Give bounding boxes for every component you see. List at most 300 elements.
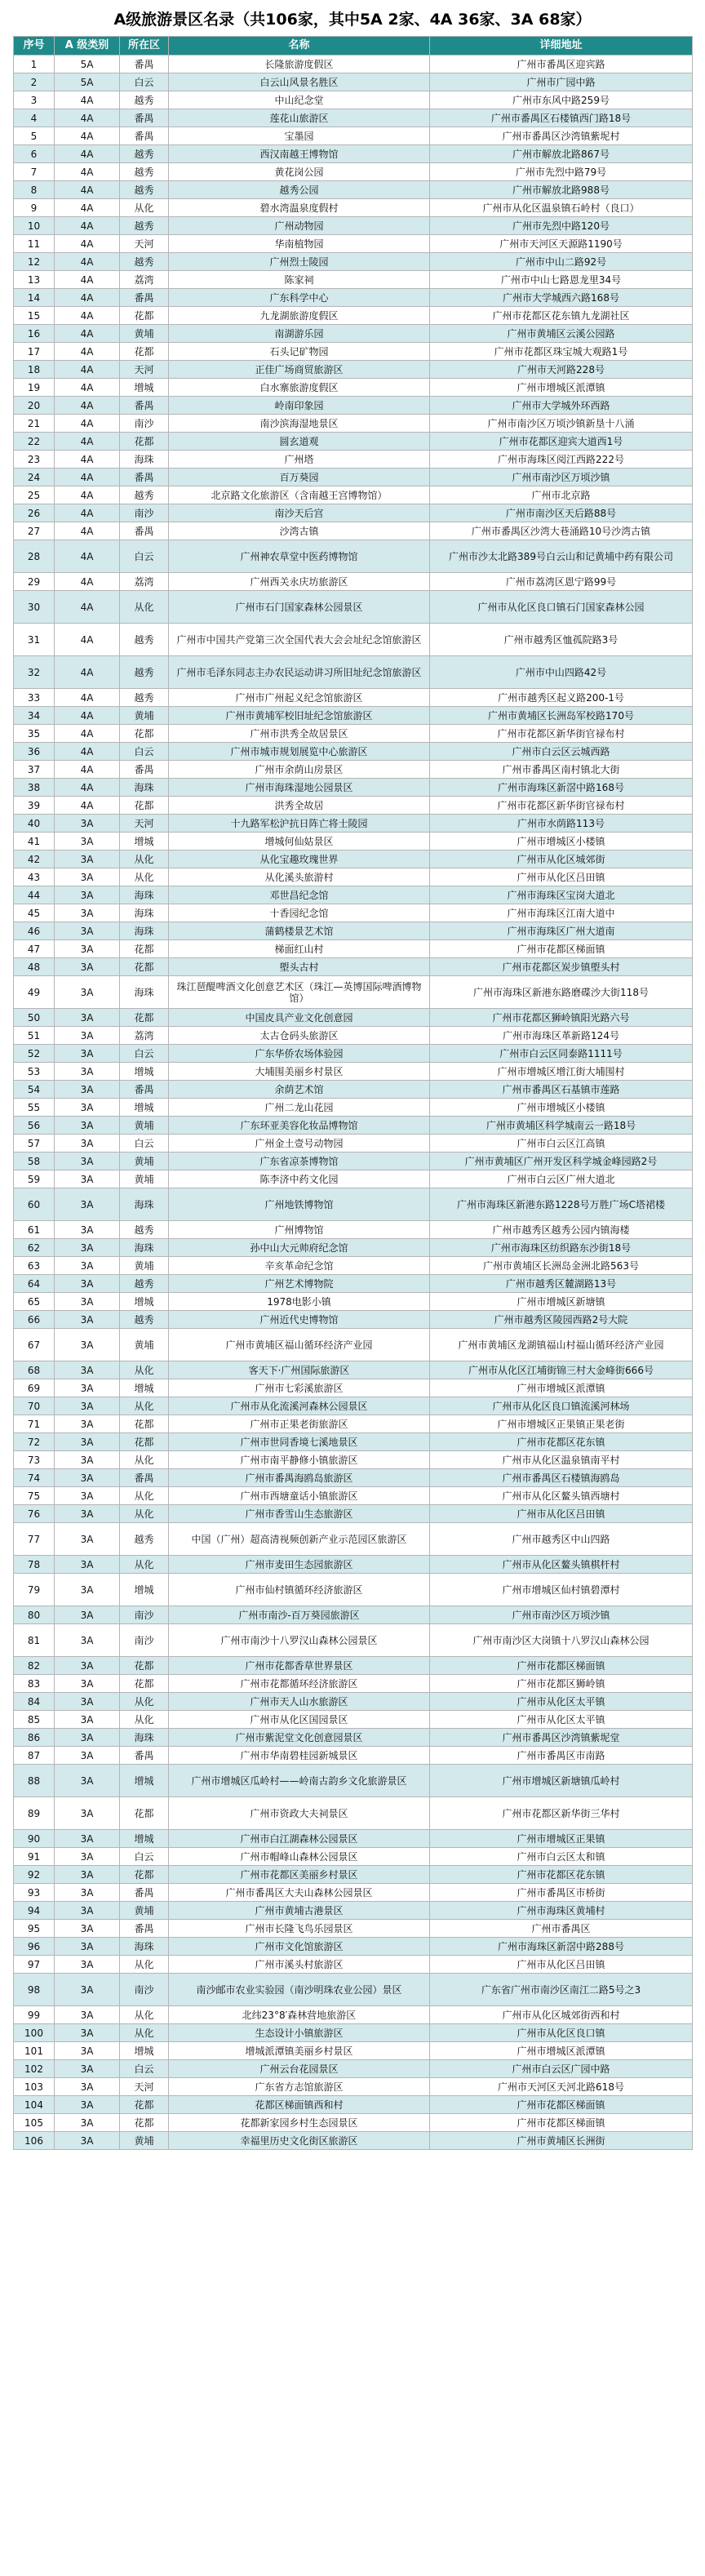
cell-address: 广州市中山四路42号 (430, 656, 693, 689)
cell-name: 广州市城市规划展览中心旅游区 (169, 743, 430, 761)
cell-index: 63 (14, 1257, 55, 1275)
cell-index: 15 (14, 307, 55, 325)
cell-name: 广州市黄埔古港景区 (169, 1902, 430, 1920)
cell-address: 广州市番禺区迎宾路 (430, 56, 693, 73)
table-row (14, 1974, 693, 2006)
cell-address: 广州市花都区花东镇九龙湖社区 (430, 307, 693, 325)
cell-grade: 3A (55, 2114, 120, 2132)
cell-grade: 5A (55, 56, 120, 73)
table-row (14, 922, 693, 940)
table-row (14, 656, 693, 689)
cell-district: 海珠 (120, 451, 169, 469)
cell-address: 广州市花都区花东镇 (430, 1866, 693, 1884)
table-row (14, 379, 693, 397)
table-row (14, 1956, 693, 1974)
cell-address: 广州市花都区炭步镇塱头村 (430, 958, 693, 976)
cell-index: 29 (14, 573, 55, 591)
cell-address: 广州市白云区广园中路 (430, 2060, 693, 2078)
cell-address: 广州市从化区吕田镇 (430, 1956, 693, 1974)
table-row (14, 1188, 693, 1221)
cell-district: 番禺 (120, 522, 169, 540)
cell-index: 86 (14, 1729, 55, 1747)
cell-index: 98 (14, 1974, 55, 2006)
cell-grade: 3A (55, 1117, 120, 1135)
cell-address: 广州市从化区良口镇 (430, 2024, 693, 2042)
cell-name: 白云山风景名胜区 (169, 73, 430, 91)
cell-address: 广州市从化区良口镇流溪河林场 (430, 1397, 693, 1415)
cell-district: 海珠 (120, 922, 169, 940)
cell-address: 广州市中山二路92号 (430, 253, 693, 271)
cell-address: 广州市天河路228号 (430, 361, 693, 379)
cell-district: 白云 (120, 743, 169, 761)
cell-district: 增城 (120, 1574, 169, 1606)
cell-district: 花都 (120, 343, 169, 361)
cell-name: 广州市仙村镇循环经济旅游区 (169, 1574, 430, 1606)
table-row (14, 2006, 693, 2024)
cell-grade: 4A (55, 707, 120, 725)
cell-address: 广州市黄埔区科学城南云一路18号 (430, 1117, 693, 1135)
cell-grade: 3A (55, 1574, 120, 1606)
scenic-spot-table (13, 36, 693, 2150)
cell-district: 黄埔 (120, 325, 169, 343)
cell-name: 广州烈士陵园 (169, 253, 430, 271)
cell-grade: 3A (55, 833, 120, 851)
table-row (14, 1009, 693, 1027)
cell-address: 广州市中山七路恩龙里34号 (430, 271, 693, 289)
table-row (14, 573, 693, 591)
cell-grade: 3A (55, 1797, 120, 1830)
cell-district: 花都 (120, 1433, 169, 1451)
cell-grade: 3A (55, 2132, 120, 2150)
cell-address: 广州市增城区小楼镇 (430, 833, 693, 851)
cell-address: 广州市花都区梯面镇 (430, 1657, 693, 1675)
cell-name: 南沙邮市农业实验园（南沙明珠农业公园）景区 (169, 1974, 430, 2006)
cell-district: 越秀 (120, 181, 169, 199)
cell-address: 广州市沙太北路389号白云山和记黄埔中药有限公司 (430, 540, 693, 573)
cell-index: 58 (14, 1153, 55, 1170)
table-row (14, 725, 693, 743)
cell-name: 余荫艺术馆 (169, 1081, 430, 1099)
cell-address: 广州市海珠区新港东路1228号万胜广场C塔裙楼 (430, 1188, 693, 1221)
cell-index: 38 (14, 779, 55, 797)
cell-grade: 3A (55, 1361, 120, 1379)
table-row (14, 1081, 693, 1099)
cell-index: 74 (14, 1469, 55, 1487)
table-row (14, 886, 693, 904)
cell-index: 12 (14, 253, 55, 271)
table-row (14, 1624, 693, 1657)
cell-name: 广州近代史博物馆 (169, 1311, 430, 1329)
cell-address: 广州市黄埔区长洲岛军校路170号 (430, 707, 693, 725)
cell-index: 7 (14, 163, 55, 181)
cell-district: 从化 (120, 1693, 169, 1711)
cell-district: 海珠 (120, 904, 169, 922)
cell-grade: 4A (55, 779, 120, 797)
cell-district: 从化 (120, 1956, 169, 1974)
table-row (14, 1729, 693, 1747)
cell-address: 广州市白云区太和镇 (430, 1848, 693, 1866)
cell-index: 104 (14, 2096, 55, 2114)
cell-address: 广州市越秀区越秀公园内镇海楼 (430, 1221, 693, 1239)
table-row (14, 522, 693, 540)
cell-address: 广州市黄埔区云溪公园路 (430, 325, 693, 343)
cell-district: 从化 (120, 1451, 169, 1469)
cell-name: 中国（广州）超高清视频创新产业示范园区旅游区 (169, 1523, 430, 1556)
cell-grade: 3A (55, 1433, 120, 1451)
table-row (14, 1505, 693, 1523)
header-index: 序号 (14, 37, 55, 56)
cell-address: 广州市从化区温泉镇石岭村（良口） (430, 199, 693, 217)
cell-index: 46 (14, 922, 55, 940)
cell-address: 广州市解放北路867号 (430, 145, 693, 163)
cell-district: 番禺 (120, 1920, 169, 1938)
cell-name: 广州市南沙十八罗汉山森林公园景区 (169, 1624, 430, 1657)
cell-index: 84 (14, 1693, 55, 1711)
cell-address: 广州市南沙区天后路88号 (430, 504, 693, 522)
cell-address: 广州市越秀区陵园西路2号大院 (430, 1311, 693, 1329)
cell-name: 广州塔 (169, 451, 430, 469)
cell-index: 57 (14, 1135, 55, 1153)
cell-index: 67 (14, 1329, 55, 1361)
cell-address: 广州市南沙区万顷沙镇新垦十八涌 (430, 415, 693, 433)
table-row (14, 1117, 693, 1135)
cell-grade: 4A (55, 109, 120, 127)
cell-grade: 3A (55, 1956, 120, 1974)
cell-index: 55 (14, 1099, 55, 1117)
cell-index: 93 (14, 1884, 55, 1902)
cell-address: 广州市番禺区 (430, 1920, 693, 1938)
table-row (14, 904, 693, 922)
table-row (14, 1293, 693, 1311)
cell-name: 广州市南平静修小镇旅游区 (169, 1451, 430, 1469)
cell-index: 92 (14, 1866, 55, 1884)
cell-index: 48 (14, 958, 55, 976)
cell-address: 广州市增城区正果镇正果老街 (430, 1415, 693, 1433)
cell-grade: 3A (55, 958, 120, 976)
table-row (14, 1433, 693, 1451)
cell-district: 花都 (120, 958, 169, 976)
cell-district: 天河 (120, 815, 169, 833)
cell-district: 黄埔 (120, 1153, 169, 1170)
cell-grade: 3A (55, 1311, 120, 1329)
cell-district: 海珠 (120, 779, 169, 797)
cell-index: 91 (14, 1848, 55, 1866)
cell-address: 广州市解放北路988号 (430, 181, 693, 199)
cell-index: 24 (14, 469, 55, 486)
cell-grade: 3A (55, 2006, 120, 2024)
cell-index: 19 (14, 379, 55, 397)
table-row (14, 91, 693, 109)
cell-address: 广州市荔湾区恩宁路99号 (430, 573, 693, 591)
cell-name: 广东环亚美容化妆品博物馆 (169, 1117, 430, 1135)
table-row (14, 1938, 693, 1956)
cell-grade: 4A (55, 469, 120, 486)
cell-name: 太古仓码头旅游区 (169, 1027, 430, 1045)
cell-index: 85 (14, 1711, 55, 1729)
cell-address: 广州市大学城外环西路 (430, 397, 693, 415)
cell-index: 103 (14, 2078, 55, 2096)
cell-grade: 4A (55, 91, 120, 109)
table-row (14, 109, 693, 127)
cell-grade: 3A (55, 1920, 120, 1938)
cell-name: 广州市华南碧桂园新城景区 (169, 1747, 430, 1765)
cell-grade: 4A (55, 307, 120, 325)
cell-district: 番禺 (120, 1747, 169, 1765)
cell-name: 北京路文化旅游区（含南越王宫博物馆） (169, 486, 430, 504)
cell-grade: 3A (55, 1081, 120, 1099)
cell-district: 天河 (120, 235, 169, 253)
table-row (14, 1275, 693, 1293)
cell-grade: 5A (55, 73, 120, 91)
cell-grade: 4A (55, 522, 120, 540)
table-row (14, 415, 693, 433)
cell-address: 广州市海珠区革新路124号 (430, 1027, 693, 1045)
cell-district: 花都 (120, 940, 169, 958)
cell-name: 广州动物园 (169, 217, 430, 235)
cell-name: 西汉南越王博物馆 (169, 145, 430, 163)
cell-grade: 3A (55, 1675, 120, 1693)
cell-index: 76 (14, 1505, 55, 1523)
cell-grade: 4A (55, 343, 120, 361)
cell-index: 95 (14, 1920, 55, 1938)
cell-name: 广州地铁博物馆 (169, 1188, 430, 1221)
cell-name: 广州市香雪山生态旅游区 (169, 1505, 430, 1523)
table-row (14, 1866, 693, 1884)
cell-address: 广州市海珠区黄埔村 (430, 1902, 693, 1920)
cell-address: 广州市花都区花东镇 (430, 1433, 693, 1451)
table-row (14, 2042, 693, 2060)
cell-district: 花都 (120, 1009, 169, 1027)
cell-grade: 3A (55, 1830, 120, 1848)
cell-district: 天河 (120, 361, 169, 379)
cell-grade: 4A (55, 725, 120, 743)
cell-name: 广州市白江湖森林公园景区 (169, 1830, 430, 1848)
cell-grade: 3A (55, 1239, 120, 1257)
cell-index: 99 (14, 2006, 55, 2024)
cell-name: 广州博物馆 (169, 1221, 430, 1239)
cell-grade: 4A (55, 253, 120, 271)
cell-index: 47 (14, 940, 55, 958)
cell-district: 增城 (120, 833, 169, 851)
cell-district: 越秀 (120, 656, 169, 689)
cell-name: 广州市从化流溪河森林公园景区 (169, 1397, 430, 1415)
cell-index: 3 (14, 91, 55, 109)
cell-grade: 3A (55, 1765, 120, 1797)
cell-address: 广州市从化区吕田镇 (430, 1505, 693, 1523)
cell-district: 黄埔 (120, 1117, 169, 1135)
cell-name: 碧水湾温泉度假村 (169, 199, 430, 217)
cell-grade: 4A (55, 540, 120, 573)
cell-name: 十九路军松沪抗日阵亡将士陵园 (169, 815, 430, 833)
cell-address: 广州市花都区新华街官禄布村 (430, 725, 693, 743)
cell-name: 莲花山旅游区 (169, 109, 430, 127)
cell-address: 广州市增城区正果镇 (430, 1830, 693, 1848)
cell-grade: 3A (55, 1397, 120, 1415)
cell-grade: 4A (55, 325, 120, 343)
cell-address: 广州市东风中路259号 (430, 91, 693, 109)
cell-address: 广州市增城区派潭镇 (430, 2042, 693, 2060)
cell-name: 百万葵园 (169, 469, 430, 486)
cell-name: 广州市海珠湿地公园景区 (169, 779, 430, 797)
cell-grade: 4A (55, 573, 120, 591)
cell-index: 4 (14, 109, 55, 127)
cell-grade: 3A (55, 1884, 120, 1902)
cell-index: 80 (14, 1606, 55, 1624)
cell-address: 广州市增城区仙村镇碧潭村 (430, 1574, 693, 1606)
cell-district: 海珠 (120, 886, 169, 904)
cell-address: 广州市花都区新华街三华村 (430, 1797, 693, 1830)
cell-district: 从化 (120, 591, 169, 624)
table-row (14, 1523, 693, 1556)
cell-name: 广州二龙山花园 (169, 1099, 430, 1117)
table-row (14, 451, 693, 469)
cell-address: 广州市南沙区万顷沙镇 (430, 1606, 693, 1624)
cell-grade: 4A (55, 689, 120, 707)
cell-district: 番禺 (120, 397, 169, 415)
cell-grade: 3A (55, 1866, 120, 1884)
table-row (14, 235, 693, 253)
cell-index: 87 (14, 1747, 55, 1765)
cell-address: 广州市北京路 (430, 486, 693, 504)
cell-address: 广州市南沙区万顷沙镇 (430, 469, 693, 486)
cell-district: 从化 (120, 199, 169, 217)
cell-index: 77 (14, 1523, 55, 1556)
cell-name: 广州市南沙-百万葵园旅游区 (169, 1606, 430, 1624)
cell-grade: 3A (55, 1009, 120, 1027)
cell-district: 花都 (120, 433, 169, 451)
cell-grade: 3A (55, 851, 120, 868)
cell-name: 广州市紫泥堂文化创意园景区 (169, 1729, 430, 1747)
cell-name: 广州市西塘童话小镇旅游区 (169, 1487, 430, 1505)
cell-address: 广州市增城区新塘镇 (430, 1293, 693, 1311)
cell-district: 从化 (120, 2006, 169, 2024)
cell-grade: 3A (55, 1027, 120, 1045)
cell-index: 6 (14, 145, 55, 163)
cell-district: 黄埔 (120, 1329, 169, 1361)
cell-name: 广州市天人山水旅游区 (169, 1693, 430, 1711)
cell-grade: 4A (55, 415, 120, 433)
cell-district: 荔湾 (120, 573, 169, 591)
cell-name: 十香园纪念馆 (169, 904, 430, 922)
cell-district: 番禺 (120, 761, 169, 779)
cell-name: 越秀公园 (169, 181, 430, 199)
table-row (14, 1556, 693, 1574)
cell-grade: 3A (55, 940, 120, 958)
header-grade: A 级类别 (55, 37, 120, 56)
cell-grade: 3A (55, 904, 120, 922)
cell-address: 广州市花都区迎宾大道西1号 (430, 433, 693, 451)
cell-name: 广州市溪头村旅游区 (169, 1956, 430, 1974)
table-row (14, 1063, 693, 1081)
cell-index: 106 (14, 2132, 55, 2150)
cell-grade: 3A (55, 1379, 120, 1397)
cell-district: 海珠 (120, 1729, 169, 1747)
cell-address: 广州市从化区鳌头镇棋杆村 (430, 1556, 693, 1574)
cell-name: 陈家祠 (169, 271, 430, 289)
cell-district: 从化 (120, 1397, 169, 1415)
table-row (14, 1311, 693, 1329)
cell-name: 岭南印象园 (169, 397, 430, 415)
cell-name: 大埔围美丽乡村景区 (169, 1063, 430, 1081)
table-row (14, 253, 693, 271)
cell-address: 广州市从化区鳌头镇西塘村 (430, 1487, 693, 1505)
cell-index: 66 (14, 1311, 55, 1329)
cell-district: 海珠 (120, 1188, 169, 1221)
cell-district: 番禺 (120, 109, 169, 127)
cell-grade: 4A (55, 145, 120, 163)
cell-district: 增城 (120, 1830, 169, 1848)
cell-district: 从化 (120, 851, 169, 868)
cell-district: 黄埔 (120, 1902, 169, 1920)
table-row (14, 1257, 693, 1275)
cell-address: 广州市海珠区广州大道南 (430, 922, 693, 940)
cell-address: 广州市海珠区新滘中路288号 (430, 1938, 693, 1956)
cell-grade: 3A (55, 2060, 120, 2078)
cell-district: 花都 (120, 307, 169, 325)
cell-name: 广东省方志馆旅游区 (169, 2078, 430, 2096)
cell-address: 广州市海珠区宝岗大道北 (430, 886, 693, 904)
cell-name: 花都新家园乡村生态园景区 (169, 2114, 430, 2132)
cell-index: 10 (14, 217, 55, 235)
cell-district: 从化 (120, 1711, 169, 1729)
table-row (14, 56, 693, 73)
cell-index: 23 (14, 451, 55, 469)
cell-grade: 4A (55, 591, 120, 624)
cell-address: 广州市从化区太平镇 (430, 1711, 693, 1729)
cell-address: 广州市白云区同泰路1111号 (430, 1045, 693, 1063)
cell-index: 75 (14, 1487, 55, 1505)
table-row (14, 1830, 693, 1848)
cell-district: 花都 (120, 2114, 169, 2132)
table-row (14, 1045, 693, 1063)
cell-index: 20 (14, 397, 55, 415)
cell-name: 孙中山大元帅府纪念馆 (169, 1239, 430, 1257)
cell-name: 生态设计小镇旅游区 (169, 2024, 430, 2042)
cell-grade: 4A (55, 199, 120, 217)
cell-district: 白云 (120, 2060, 169, 2078)
cell-address: 广州市天河区天河北路618号 (430, 2078, 693, 2096)
cell-grade: 3A (55, 1415, 120, 1433)
table-row (14, 1848, 693, 1866)
table-row (14, 797, 693, 815)
cell-index: 28 (14, 540, 55, 573)
table-row (14, 707, 693, 725)
cell-district: 从化 (120, 2024, 169, 2042)
table-row (14, 486, 693, 504)
cell-address: 广州市番禺区石楼镇海鸥岛 (430, 1469, 693, 1487)
cell-index: 36 (14, 743, 55, 761)
cell-index: 34 (14, 707, 55, 725)
table-row (14, 1657, 693, 1675)
cell-address: 广州市海珠区纺织路东沙街18号 (430, 1239, 693, 1257)
cell-district: 从化 (120, 1505, 169, 1523)
cell-grade: 3A (55, 1729, 120, 1747)
cell-index: 13 (14, 271, 55, 289)
table-row (14, 1747, 693, 1765)
cell-index: 101 (14, 2042, 55, 2060)
cell-name: 石头记矿物园 (169, 343, 430, 361)
cell-district: 越秀 (120, 253, 169, 271)
cell-index: 60 (14, 1188, 55, 1221)
cell-grade: 3A (55, 1657, 120, 1675)
cell-name: 塱头古村 (169, 958, 430, 976)
cell-grade: 4A (55, 361, 120, 379)
table-row (14, 1606, 693, 1624)
cell-grade: 3A (55, 1469, 120, 1487)
cell-index: 31 (14, 624, 55, 656)
cell-index: 40 (14, 815, 55, 833)
cell-district: 越秀 (120, 217, 169, 235)
